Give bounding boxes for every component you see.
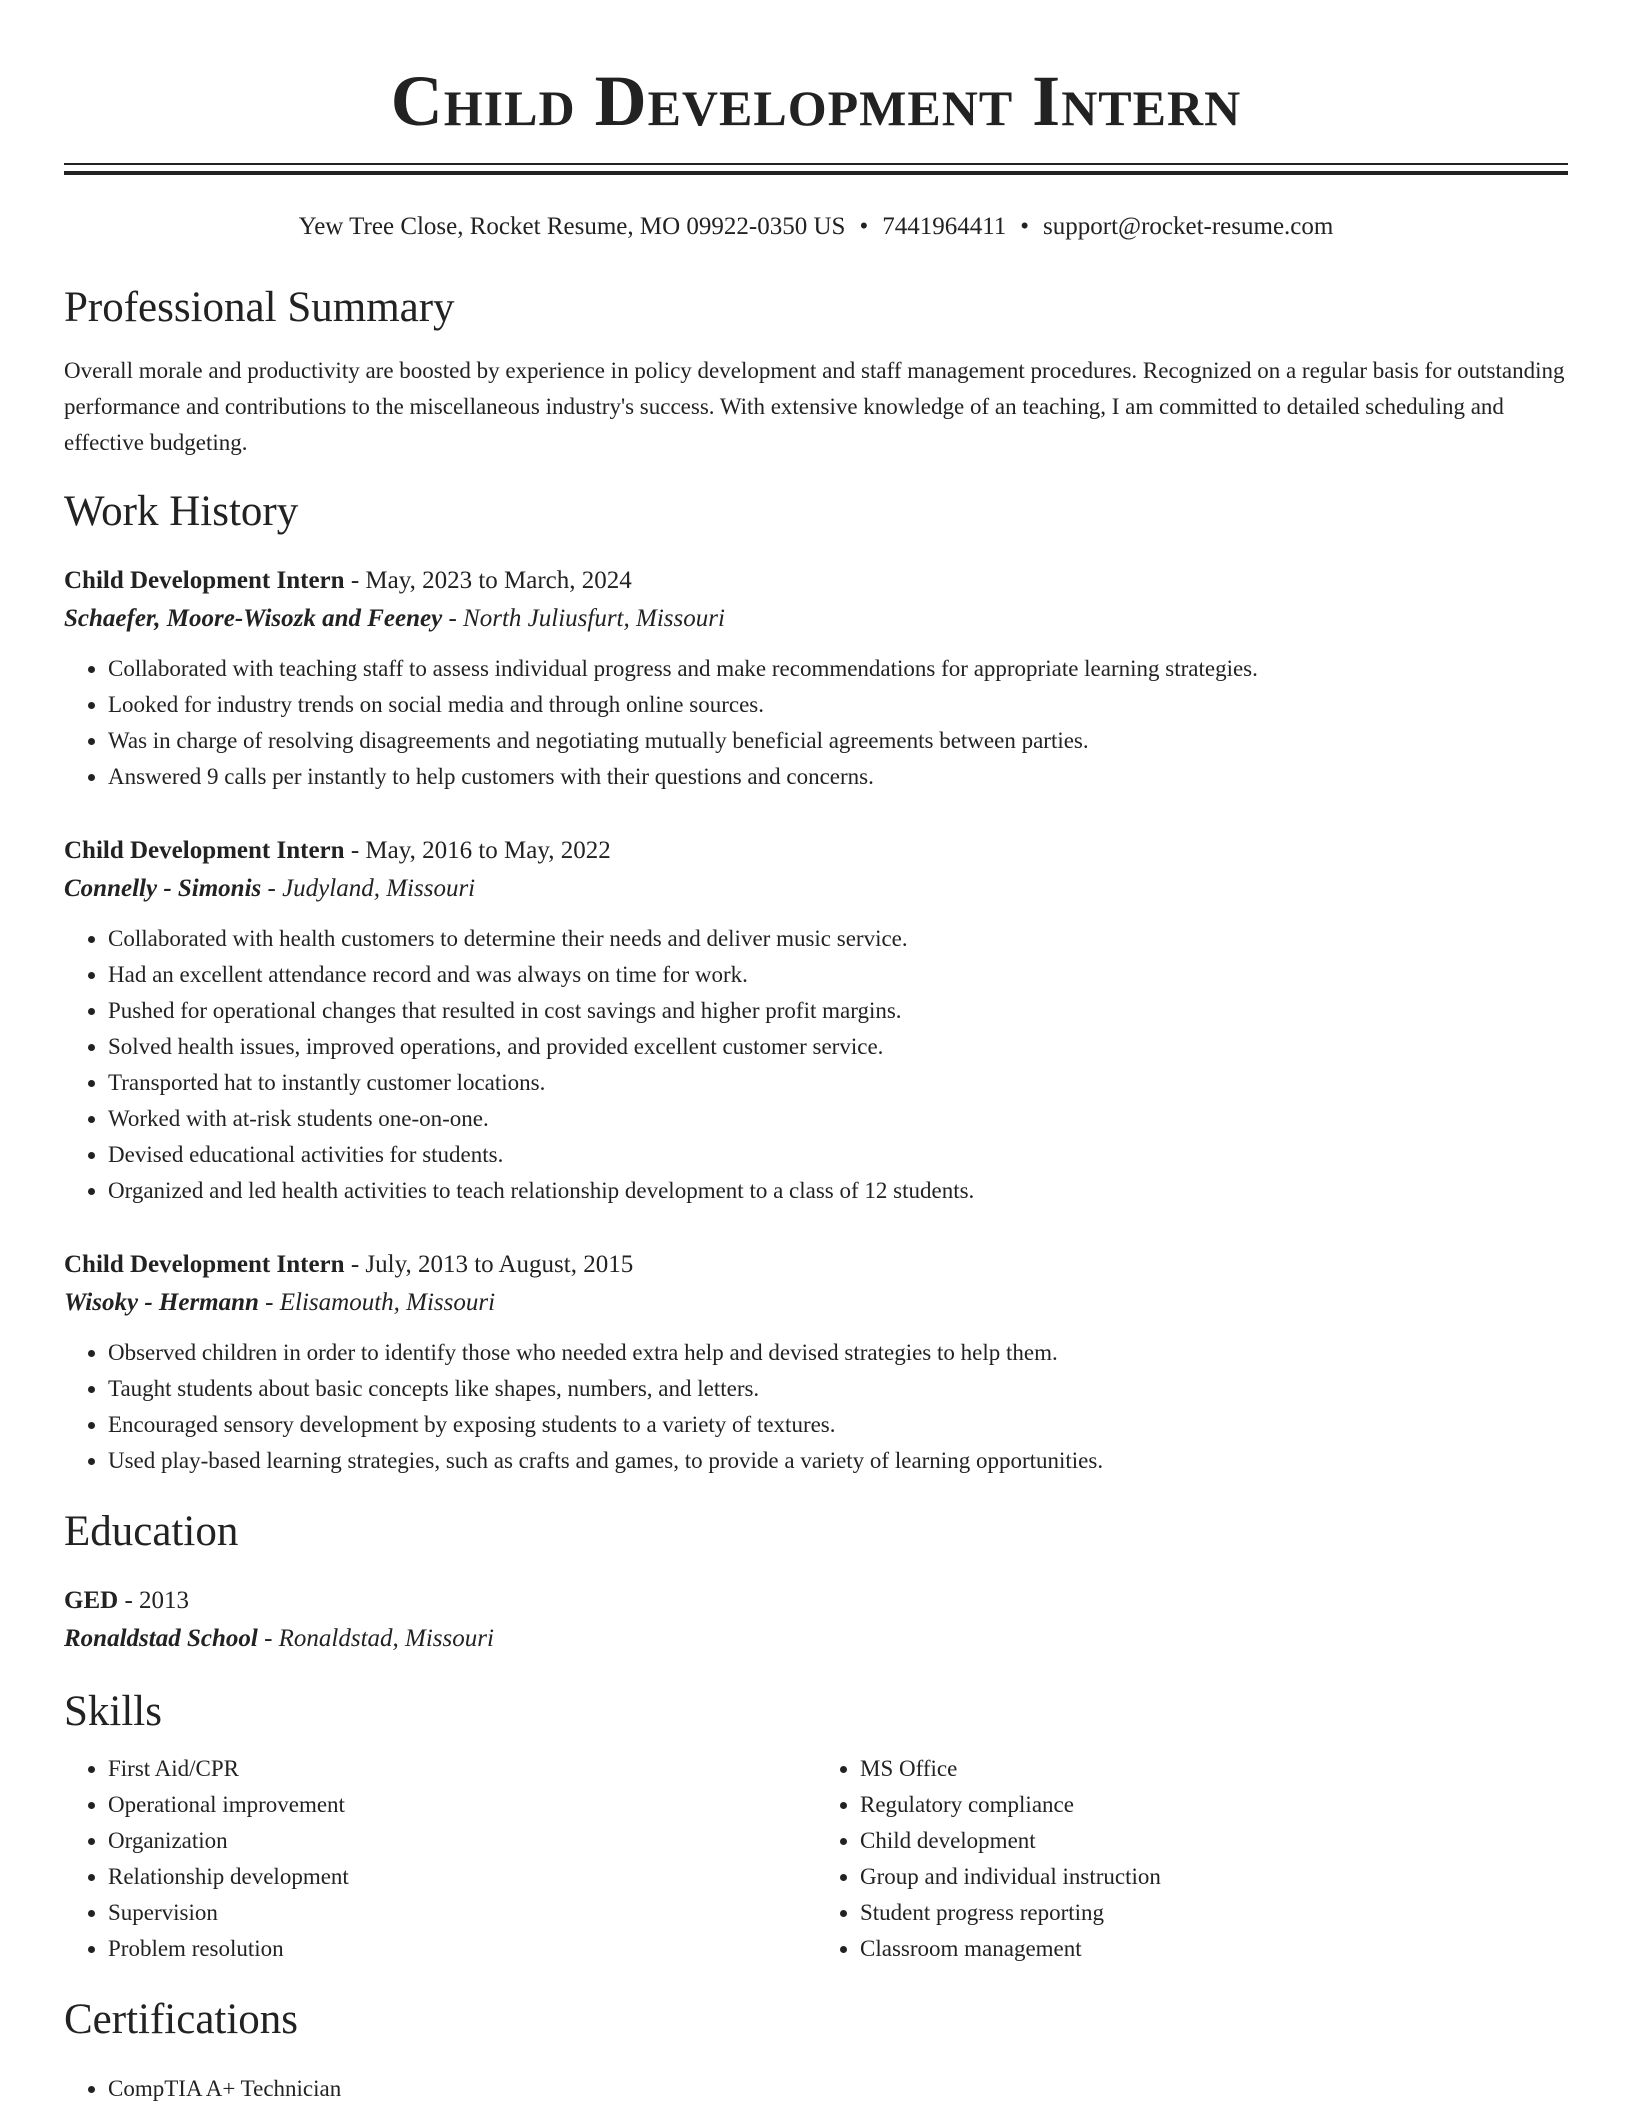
- job-dates: - May, 2023 to March, 2024: [344, 567, 632, 594]
- section-heading-education: Education: [64, 1508, 239, 1555]
- education-school-line: [64, 1619, 1568, 1659]
- job-title: Child Development Intern: [64, 1251, 345, 1278]
- job-company: Connelly - Simonis: [64, 875, 262, 902]
- skills-columns: [64, 1751, 1568, 1967]
- section-heading-summary: Professional Summary: [64, 284, 455, 331]
- job-bullets: [64, 651, 1568, 795]
- job-entry: [64, 1247, 1568, 1479]
- list-item: • MS Office: [860, 1751, 1568, 1787]
- list-item: • Worked with at-risk students one-on-one.: [108, 1101, 1568, 1137]
- contact-separator: •: [1020, 213, 1030, 240]
- job-title-line: [64, 1247, 1568, 1283]
- title-divider-thick: [64, 171, 1568, 175]
- section-heading-certifications: Certifications: [64, 1996, 299, 2043]
- contact-address: Yew Tree Close, Rocket Resume, MO 09922-0350 US: [298, 213, 846, 240]
- section-heading-work-history: Work History: [64, 488, 299, 535]
- list-item: • Organized and led health activities to teach relationship development to a class of 12 students.: [108, 1173, 1568, 1209]
- list-item: • CompTIA A+ Technician: [108, 2071, 1568, 2107]
- list-item: • Student progress reporting: [860, 1895, 1568, 1931]
- list-item: • Problem resolution: [108, 1931, 816, 1967]
- list-item: • Taught students about basic concepts like shapes, numbers, and letters.: [108, 1371, 1568, 1407]
- list-item: • Solved health issues, improved operations, and provided excellent customer service.: [108, 1029, 1568, 1065]
- list-item: • Looked for industry trends on social media and through online sources.: [108, 687, 1568, 723]
- job-entry: [64, 563, 1568, 795]
- job-title-line: [64, 563, 1568, 599]
- education-school: Ronaldstad School: [64, 1625, 258, 1652]
- job-dates: - July, 2013 to August, 2015: [344, 1251, 634, 1278]
- list-item: • Relationship development: [108, 1859, 816, 1895]
- job-company-line: [64, 869, 1568, 909]
- education-degree-line: [64, 1583, 1568, 1619]
- list-item: • Encouraged sensory development by exposing students to a variety of textures.: [108, 1407, 1568, 1443]
- education-degree: GED: [64, 1587, 119, 1614]
- list-item: • Pushed for operational changes that resulted in cost savings and higher profit margins.: [108, 993, 1568, 1029]
- job-title-line: [64, 833, 1568, 869]
- job-entry: [64, 833, 1568, 1209]
- list-item: • Regulatory compliance: [860, 1787, 1568, 1823]
- job-company: Wisoky - Hermann: [64, 1289, 259, 1316]
- list-item: • Observed children in order to identify those who needed extra help and devised strategies to help them.: [108, 1335, 1568, 1371]
- list-item: • Organization: [108, 1823, 816, 1859]
- list-item: • Answered 9 calls per instantly to help customers with their questions and concerns.: [108, 759, 1568, 795]
- skills-list-right: [816, 1751, 1568, 1967]
- job-company: Schaefer, Moore-Wisozk and Feeney: [64, 605, 443, 632]
- list-item: • Transported hat to instantly customer locations.: [108, 1065, 1568, 1101]
- contact-separator: •: [859, 213, 869, 240]
- contact-email: support@rocket-resume.com: [1043, 213, 1334, 240]
- education-entry: [64, 1583, 1568, 1659]
- certifications-list: [64, 2071, 1568, 2107]
- education-location: - Ronaldstad, Missouri: [257, 1625, 494, 1652]
- job-dates: - May, 2016 to May, 2022: [344, 837, 611, 864]
- title-divider-thin: [64, 163, 1568, 165]
- job-bullets: [64, 1335, 1568, 1479]
- list-item: • Operational improvement: [108, 1787, 816, 1823]
- contact-phone: 7441964411: [882, 213, 1007, 240]
- education-year: - 2013: [118, 1587, 190, 1614]
- list-item: • Group and individual instruction: [860, 1859, 1568, 1895]
- skills-list-left: [64, 1751, 816, 1967]
- job-title: Child Development Intern: [64, 837, 345, 864]
- list-item: • Supervision: [108, 1895, 816, 1931]
- contact-line: [64, 211, 1568, 243]
- job-title: Child Development Intern: [64, 567, 345, 594]
- section-heading-skills: Skills: [64, 1688, 162, 1735]
- list-item: • First Aid/CPR: [108, 1751, 816, 1787]
- page-title: Child Development Intern: [390, 61, 1242, 141]
- list-item: • Child development: [860, 1823, 1568, 1859]
- list-item: • Used play-based learning strategies, such as crafts and games, to provide a variety of learning opportunities.: [108, 1443, 1568, 1479]
- list-item: • Had an excellent attendance record and was always on time for work.: [108, 957, 1568, 993]
- job-location: - North Juliusfurt, Missouri: [442, 605, 725, 632]
- job-bullets: [64, 921, 1568, 1209]
- job-location: - Judyland, Missouri: [261, 875, 476, 902]
- list-item: • Collaborated with health customers to determine their needs and deliver music service.: [108, 921, 1568, 957]
- summary-text: Overall morale and productivity are boosted by experience in policy development and staff management procedures. Recognized on a regular basis for outstanding performance and contributions to the miscellaneous industry's success. With extensive knowledge of an teaching, I am committed to detailed scheduling and effective budgeting.: [64, 358, 1565, 455]
- job-location: - Elisamouth, Missouri: [258, 1289, 496, 1316]
- job-company-line: [64, 1283, 1568, 1323]
- list-item: • Classroom management: [860, 1931, 1568, 1967]
- list-item: • Devised educational activities for students.: [108, 1137, 1568, 1173]
- job-company-line: [64, 599, 1568, 639]
- list-item: • Was in charge of resolving disagreements and negotiating mutually beneficial agreements between parties.: [108, 723, 1568, 759]
- list-item: • Collaborated with teaching staff to assess individual progress and make recommendations for appropriate learning strategies.: [108, 651, 1568, 687]
